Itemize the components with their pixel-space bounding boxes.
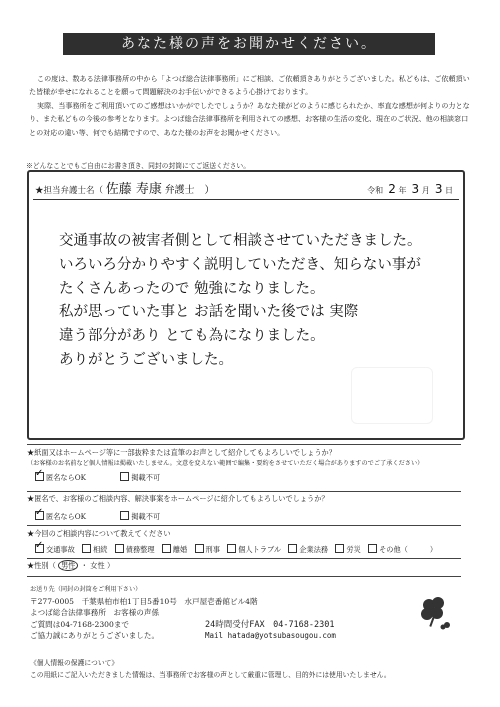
q1-not-publish-label: 掲載不可 — [131, 473, 161, 482]
q3-option-checkbox[interactable] — [368, 544, 377, 553]
question-2 — [27, 494, 463, 522]
contact-address: 〒277-0005 千葉県柏市柏1丁目5番10号 水戸屋壱番館ビル4階 — [30, 596, 258, 606]
instruction-note: ※どんなことでもご自由にお書き頂き、同封の封筒にてご返送ください。 — [26, 162, 251, 170]
intro-paragraph-1: この度は、数ある法律事務所の中から「よつば総合法律事務所」にご相談、ご依頼頂きありがとうございました。私どもは、ご依頼頂いた皆様が幸せになれることを願って問題解決のお手伝いができるよう心掛けております。 — [29, 74, 470, 97]
contact-thanks: ご協力誠にありがとうございました。 — [30, 631, 160, 640]
divider — [27, 491, 461, 492]
gender-male-option[interactable]: 男性 — [58, 560, 78, 571]
date-field — [367, 182, 453, 196]
lawyer-suffix: 弁護士 ） — [164, 185, 215, 196]
q3-option-label: 刑事 — [205, 545, 220, 554]
privacy-section — [30, 657, 391, 681]
gender-separator: ・ — [80, 561, 88, 570]
question-1-subtext: （お客様のお名前など個人情報は掲載いたしません。文意を変えない範囲で編集・要約をさせていただく場合がありますのでご了承ください） — [27, 460, 424, 467]
q1-anonymous-ok-label: 匿名ならOK — [46, 473, 87, 482]
q3-option-label: 交通事故 — [46, 545, 75, 554]
q3-option-checkbox[interactable] — [82, 544, 91, 553]
date-day-unit: 日 — [445, 186, 453, 195]
question-1 — [27, 448, 463, 483]
q3-option-label: 労災 — [346, 545, 361, 554]
date-year-unit: 年 — [398, 186, 407, 195]
q1-not-publish-checkbox[interactable] — [120, 472, 129, 481]
divider — [27, 558, 461, 559]
gender-female-option[interactable]: 女性 — [90, 561, 105, 570]
q3-option-checkbox[interactable] — [162, 544, 171, 553]
q3-option-checkbox[interactable] — [227, 544, 236, 553]
intro-paragraph-2: 実際、当事務所をご利用頂いてのご感想はいかがでしたでしょうか？あなた様がどのように感じられたか、率直な感想が何よりの力となり、また私どもの今後の参考となります。よつば総合法律事務所を利用されての感想、お客様の生活の変化、現在のご状況、他の相談窓口との対応の違い等、何でも結構ですので、あなた様のお声をお聞かせください。 — [29, 100, 470, 137]
clover-logo-icon — [415, 593, 455, 633]
comment-line: ありがとうございました。 — [59, 351, 233, 368]
q3-option-checkbox[interactable] — [115, 544, 124, 553]
contact-header: お送り先（同封の封筒をご利用下さい） — [30, 586, 142, 593]
lawyer-name: 佐藤 寿康 — [105, 182, 162, 197]
feedback-card — [27, 170, 465, 440]
q3-option-checkbox[interactable] — [195, 544, 204, 553]
q3-option-checkbox[interactable] — [35, 544, 44, 553]
divider — [27, 444, 461, 445]
question-2-text: ★匿名で、お客様のご相談内容、解決事案をホームページに紹介してもよろしいでしょうか？ — [27, 494, 329, 503]
question-3-text: ★今回のご相談内容について教えてください — [27, 529, 171, 538]
gender-label: ★性別（ — [27, 561, 56, 570]
q2-anonymous-ok-checkbox[interactable] — [35, 511, 44, 520]
email-address[interactable]: Mail hatada@yotsubasougou.com — [205, 631, 336, 640]
gender-close: ） — [106, 561, 115, 570]
privacy-text: この用紙にご記入いただきました情報は、当事務所でお客様の声として厳重に管理し、目的外には使用いたしません。 — [30, 671, 391, 679]
privacy-title: 《個人情報の保護について》 — [30, 659, 119, 667]
lawyer-label: ★担当弁護士名（ — [35, 186, 104, 196]
q3-option-checkbox[interactable] — [288, 544, 297, 553]
date-year: 2 — [388, 182, 396, 196]
q3-option-label: 個人トラブル — [238, 545, 282, 554]
divider — [27, 576, 461, 577]
question-1-text: ★紙面又はホームページ等に一部抜粋または直筆のお声として紹介してもよろしいでしょうか？ — [27, 448, 336, 457]
q3-option-label: その他（ — [379, 545, 408, 554]
lawyer-line — [35, 178, 215, 197]
intro-text — [29, 72, 473, 139]
date-month: 3 — [411, 182, 420, 196]
q2-not-publish-checkbox[interactable] — [120, 511, 129, 520]
q2-anonymous-ok-label: 匿名ならOK — [46, 512, 87, 521]
question-3 — [27, 529, 463, 555]
q2-not-publish-label: 掲載不可 — [131, 512, 161, 521]
contact-office: よつば総合法律事務所 お客様の声係 — [30, 608, 160, 617]
question-4 — [27, 561, 463, 571]
date-month-unit: 月 — [421, 186, 430, 195]
page-title: あなた様の声をお聞かせください。 — [63, 33, 435, 55]
q3-option-checkbox[interactable] — [335, 544, 344, 553]
q1-anonymous-ok-checkbox[interactable] — [35, 472, 44, 481]
comment-line: 交通事故の被害者側として相談させていただきました。 — [59, 233, 422, 249]
faint-background-stamp — [351, 367, 433, 424]
date-day: 3 — [434, 182, 443, 196]
q3-option-label: 離婚 — [172, 545, 188, 554]
q3-option-label: 相続 — [93, 545, 108, 554]
q3-option-label: 企業法務 — [299, 545, 329, 554]
header-divider — [33, 199, 459, 200]
comment-line: 違う部分があり とても為になりました。 — [59, 328, 325, 345]
date-era: 令和 — [367, 186, 384, 195]
q3-other-close: ） — [429, 545, 438, 554]
comment-line: たくさんあったので 勉強になりました。 — [59, 280, 325, 297]
fax-number: 24時間受付FAX 04-7168-2301 — [205, 620, 335, 630]
comment-line: 私が思っていた事と お話を聞いた後では 実際 — [59, 304, 359, 321]
contact-phone: ご質問は04-7168-2300まで — [30, 619, 130, 629]
q3-option-label: 債務整理 — [125, 545, 155, 554]
divider — [27, 525, 461, 526]
handwritten-comment — [59, 230, 449, 373]
comment-line: いろいろ分かりやすく説明していただき、知らない事が — [59, 256, 421, 273]
